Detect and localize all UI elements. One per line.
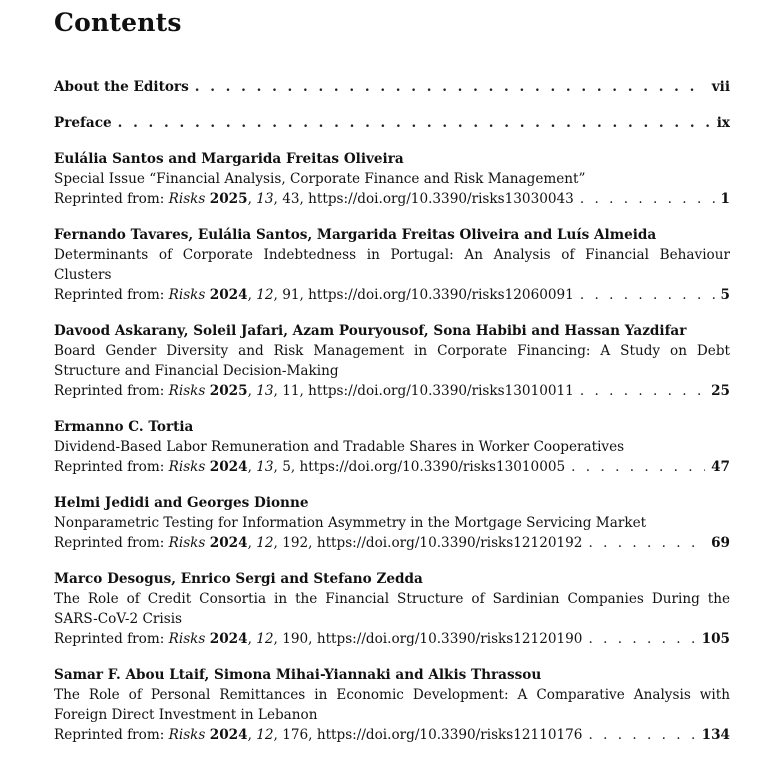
journal-volume: 13 (256, 459, 274, 475)
entry-title-line: The Role of Personal Remittances in Economic Development: A Comparative Analysis with (54, 687, 730, 703)
leader-dots (588, 533, 705, 553)
toc-page-number: vii (711, 79, 730, 95)
reprint-citation (54, 189, 574, 209)
journal-name: Risks (168, 191, 206, 207)
reprint-prefix: Reprinted from: (54, 383, 169, 399)
article-number: 192 (282, 535, 309, 551)
entry-title-line: Foreign Direct Investment in Lebanon (54, 707, 318, 723)
entry-title-line: Structure and Financial Decision-Making (54, 363, 339, 379)
separator: , (247, 383, 257, 399)
entry-authors: Fernando Tavares, Eulália Santos, Margarida Freitas Oliveira and Luís Almeida (54, 227, 657, 243)
leader-dots (118, 113, 711, 133)
separator: , (247, 535, 257, 551)
separator: , (308, 727, 317, 743)
journal-year: 2024 (209, 631, 248, 647)
reprint-citation (54, 629, 582, 649)
toc-page-number: 25 (711, 383, 730, 399)
article-number: 190 (282, 631, 309, 647)
reprint-prefix: Reprinted from: (54, 535, 169, 551)
separator: , (308, 631, 317, 647)
article-number: 91 (282, 287, 300, 303)
reprint-citation (54, 725, 582, 745)
entry-authors: Eulália Santos and Margarida Freitas Oliveira (54, 151, 404, 167)
article-number: 176 (282, 727, 309, 743)
entry-reprint-line[interactable] (54, 629, 730, 649)
doi-link[interactable]: https://doi.org/10.3390/risks13010011 (308, 383, 574, 399)
article-number: 11 (282, 383, 300, 399)
entry-authors: Marco Desogus, Enrico Sergi and Stefano Zedda (54, 571, 423, 587)
entry-authors: Davood Askarany, Soleil Jafari, Azam Pouryousof, Sona Habibi and Hassan Yazdifar (54, 323, 687, 339)
entry-title-line: Nonparametric Testing for Information Asymmetry in the Mortgage Servicing Market (54, 515, 647, 531)
journal-volume: 12 (256, 727, 274, 743)
entry-title-line: Clusters (54, 267, 112, 283)
entry-title-line: SARS-CoV-2 Crisis (54, 611, 183, 627)
journal-volume: 13 (256, 191, 274, 207)
toc-page-number: 1 (720, 191, 730, 207)
separator: , (273, 459, 283, 475)
separator: , (299, 287, 309, 303)
doi-link[interactable]: https://doi.org/10.3390/risks12120190 (316, 631, 583, 647)
leader-dots (571, 457, 705, 477)
separator: , (290, 459, 300, 475)
reprint-prefix: Reprinted from: (54, 631, 169, 647)
toc-page-number: 69 (711, 535, 730, 551)
leader-dots (588, 629, 695, 649)
page-title: Contents (54, 8, 182, 37)
entry-title-line: Dividend-Based Labor Remuneration and Tradable Shares in Worker Cooperatives (54, 439, 625, 455)
journal-year: 2024 (209, 287, 248, 303)
journal-volume: 12 (256, 631, 274, 647)
leader-dots (580, 189, 715, 209)
entry-authors: Ermanno C. Tortia (54, 419, 194, 435)
toc-page-number: 134 (701, 727, 730, 743)
separator: , (247, 459, 257, 475)
separator: , (273, 727, 283, 743)
leader-dots (580, 285, 715, 305)
entry-reprint-line[interactable] (54, 285, 730, 305)
separator: , (273, 287, 283, 303)
entry-reprint-line[interactable] (54, 533, 730, 553)
separator: , (299, 191, 309, 207)
entry-reprint-line[interactable] (54, 457, 730, 477)
journal-volume: 12 (256, 287, 274, 303)
separator: , (308, 535, 317, 551)
separator: , (247, 287, 257, 303)
reprint-prefix: Reprinted from: (54, 727, 169, 743)
entry-title-line: Determinants of Corporate Indebtedness in Portugal: An Analysis of Financial Behaviour (54, 247, 730, 263)
doi-link[interactable]: https://doi.org/10.3390/risks12060091 (308, 287, 574, 303)
journal-year: 2024 (209, 459, 248, 475)
entry-reprint-line[interactable] (54, 725, 730, 745)
toc-page-number: 105 (701, 631, 730, 647)
reprint-prefix: Reprinted from: (54, 287, 169, 303)
reprint-citation (54, 533, 582, 553)
entry-authors: Helmi Jedidi and Georges Dionne (54, 495, 309, 511)
doi-link[interactable]: https://doi.org/10.3390/risks12120192 (316, 535, 583, 551)
separator: , (247, 727, 257, 743)
article-number: 5 (282, 459, 291, 475)
journal-name: Risks (168, 383, 206, 399)
separator: , (273, 191, 283, 207)
journal-year: 2025 (209, 191, 248, 207)
doi-link[interactable]: https://doi.org/10.3390/risks12110176 (316, 727, 583, 743)
toc-front-matter-about-editors[interactable] (54, 77, 730, 97)
reprint-prefix: Reprinted from: (54, 459, 169, 475)
toc-label: About the Editors (54, 79, 189, 95)
entry-title-line: The Role of Credit Consortia in the Financial Structure of Sardinian Companies During the (54, 591, 730, 607)
journal-year: 2024 (209, 727, 248, 743)
entry-authors: Samar F. Abou Ltaif, Simona Mihai-Yiannaki and Alkis Thrassou (54, 667, 542, 683)
reprint-citation (54, 285, 574, 305)
separator: , (273, 631, 283, 647)
journal-volume: 13 (256, 383, 274, 399)
journal-name: Risks (168, 535, 206, 551)
toc-page-number: ix (716, 115, 730, 131)
leader-dots (588, 725, 695, 745)
journal-year: 2024 (209, 535, 248, 551)
article-number: 43 (282, 191, 300, 207)
separator: , (247, 191, 257, 207)
reprint-citation (54, 457, 565, 477)
entry-reprint-line[interactable] (54, 189, 730, 209)
doi-link[interactable]: https://doi.org/10.3390/risks13010005 (299, 459, 566, 475)
toc-page-number: 5 (720, 287, 730, 303)
journal-name: Risks (168, 727, 206, 743)
journal-volume: 12 (256, 535, 274, 551)
doi-link[interactable]: https://doi.org/10.3390/risks13030043 (308, 191, 574, 207)
journal-year: 2025 (209, 383, 248, 399)
journal-name: Risks (168, 287, 206, 303)
toc-label: Preface (54, 115, 112, 131)
toc-front-matter-preface[interactable] (54, 113, 730, 133)
journal-name: Risks (168, 631, 206, 647)
reprint-prefix: Reprinted from: (54, 191, 169, 207)
separator: , (273, 383, 283, 399)
reprint-citation (54, 381, 574, 401)
leader-dots (195, 77, 706, 97)
entry-title-line: Special Issue “Financial Analysis, Corporate Finance and Risk Management” (54, 171, 586, 187)
separator: , (273, 535, 283, 551)
journal-name: Risks (168, 459, 206, 475)
entry-reprint-line[interactable] (54, 381, 730, 401)
entry-title-line: Board Gender Diversity and Risk Management in Corporate Financing: A Study on Debt (54, 343, 730, 359)
separator: , (247, 631, 257, 647)
leader-dots (580, 381, 705, 401)
separator: , (299, 383, 309, 399)
toc-page-number: 47 (711, 459, 730, 475)
